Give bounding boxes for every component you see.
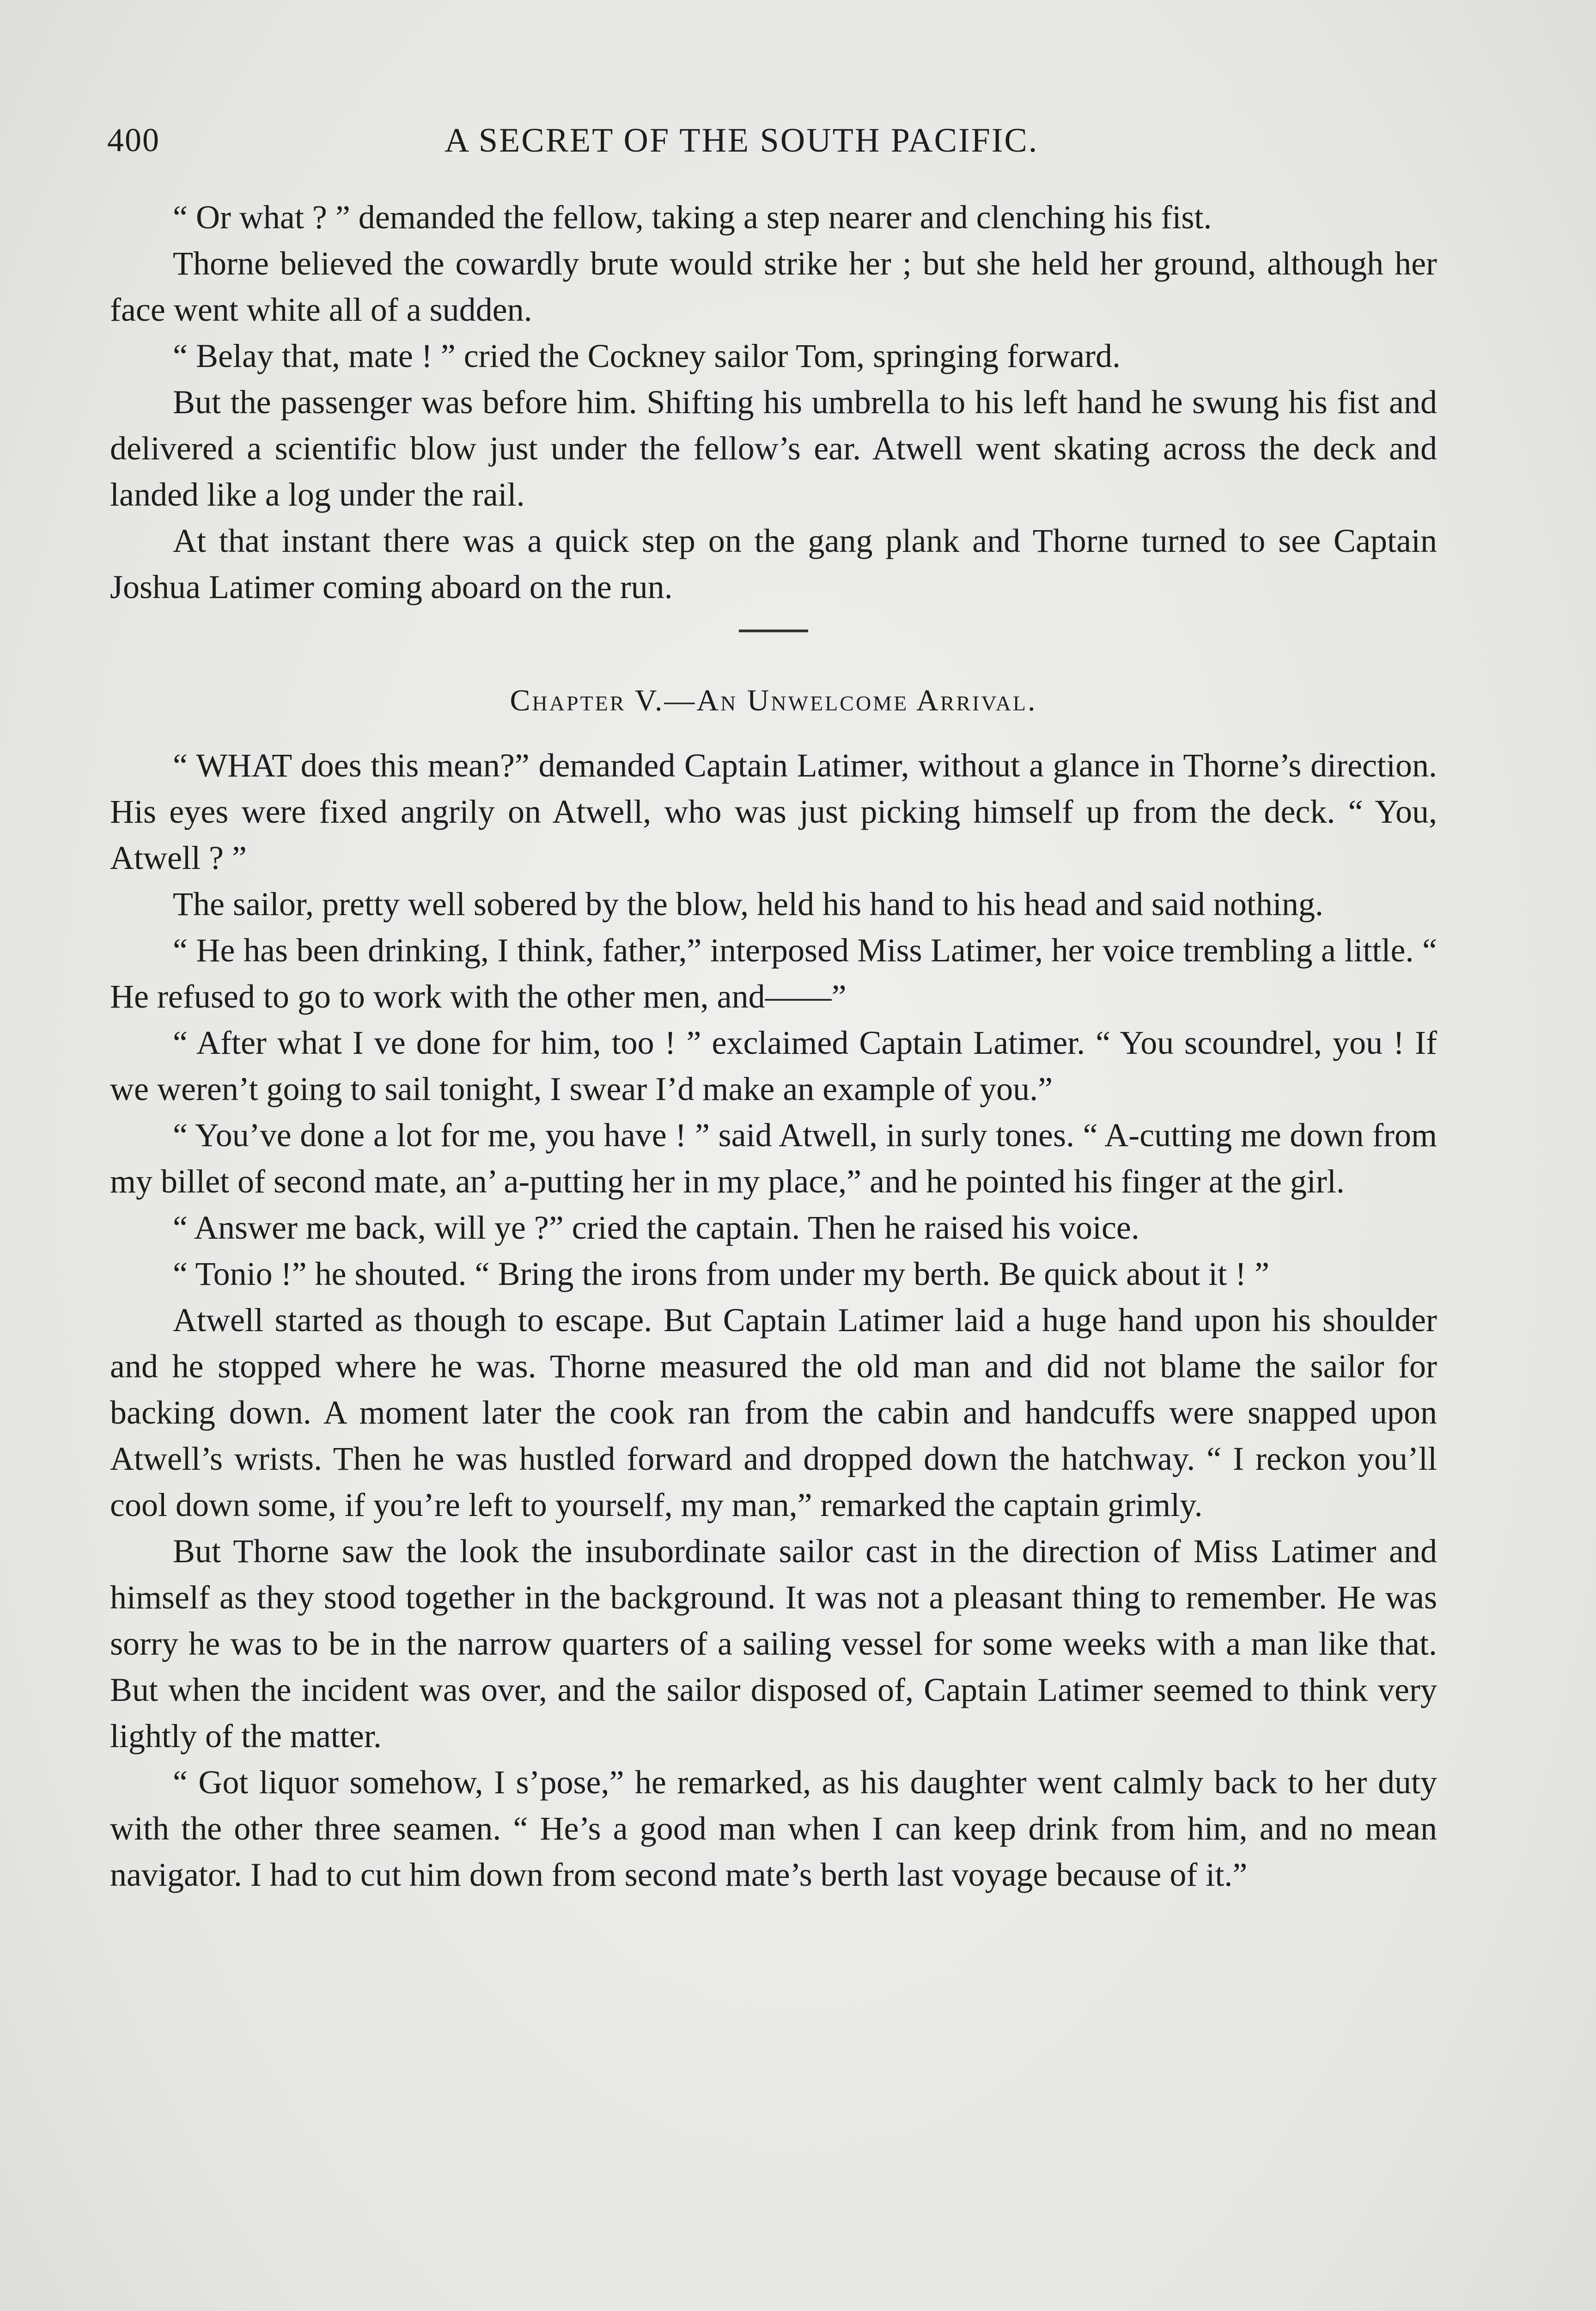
paragraph: Atwell started as though to escape. But Captain Latimer laid a huge hand upon his shoulder and he stopped where he was. Thorne measured the old man and did not blame the sailor for backing down. A moment later the cook ran from the cabin and handcuffs were snapped upon Atwell’s wrists. Then he was hustled forward and dropped down the hatchway. “ I reckon you’ll cool down some, if you’re left to yourself, my man,” remarked the captain grimly. xyxy=(110,1302,1437,1523)
paragraph: “ Answer me back, will ye ?” cried the captain. Then he raised his voice. xyxy=(173,1209,1139,1246)
paragraph: “ He has been drinking, I think, father,” interposed Miss Latimer, her voice trembling a little. “ He refused to go to work with the other men, and——” xyxy=(110,932,1437,1015)
paragraph: At that instant there was a quick step on the gang plank and Thorne turned to see Captain Joshua Latimer coming aboard on the run. xyxy=(110,522,1437,605)
paragraph: “ Got liquor somehow, I s’pose,” he remarked, as his daughter went calmly back to her duty with the other three seamen. “ He’s a good man when I can keep drink from him, and no mean navigator. I had to cut him down from second mate’s berth last voyage because of it.” xyxy=(110,1764,1437,1893)
page-header xyxy=(107,121,1438,167)
paragraph: But the passenger was before him. Shifting his umbrella to his left hand he swung his fist and delivered a scientific blow just under the fellow’s ear. Atwell went skating across the deck and landed like a log under the rail. xyxy=(110,384,1437,513)
chapter-title: Chapter V.—An Unwelcome Arrival. xyxy=(510,684,1037,717)
paragraph: But Thorne saw the look the insubordinate sailor cast in the direction of Miss Latimer and himself as they stood together in the background. It was not a pleasant thing to remember. He was sorry he was to be in the narrow quarters of a sailing vessel for some weeks with a man like that. But when the incident was over, and the sailor disposed of, Captain Latimer seemed to think very lightly of the matter. xyxy=(110,1533,1437,1755)
page-body xyxy=(110,194,1437,1898)
running-title: A SECRET OF THE SOUTH PACIFIC. xyxy=(445,122,1039,159)
paragraph: “ You’ve done a lot for me, you have ! ” said Atwell, in surly tones. “ A-cutting me down from my billet of second mate, an’ a-putting her in my place,” and he pointed his finger at the girl. xyxy=(110,1117,1437,1200)
paragraph: “ Belay that, mate ! ” cried the Cockney sailor Tom, springing forward. xyxy=(173,337,1121,374)
paragraph: “ After what I ve done for him, too ! ” exclaimed Captain Latimer. “ You scoundrel, you ! If we weren’t going to sail tonight, I swear I’d make an example of you.” xyxy=(110,1024,1437,1107)
paragraph: The sailor, pretty well sobered by the blow, held his hand to his head and said nothing. xyxy=(173,886,1323,923)
paragraph: “ Tonio !” he shouted. “ Bring the irons from under my berth. Be quick about it ! ” xyxy=(173,1255,1270,1292)
paragraph: “ Or what ? ” demanded the fellow, taking a step nearer and clenching his fist. xyxy=(173,199,1212,236)
page-number: 400 xyxy=(107,122,160,159)
paragraph: Thorne believed the cowardly brute would strike her ; but she held her ground, although her face went white all of a sudden. xyxy=(110,245,1437,328)
section-divider xyxy=(739,630,808,632)
paragraph: “ WHAT does this mean?” demanded Captain Latimer, without a glance in Thorne’s direction. His eyes were fixed angrily on Atwell, who was just picking himself up from the deck. “ You, Atwell ? ” xyxy=(110,747,1437,876)
